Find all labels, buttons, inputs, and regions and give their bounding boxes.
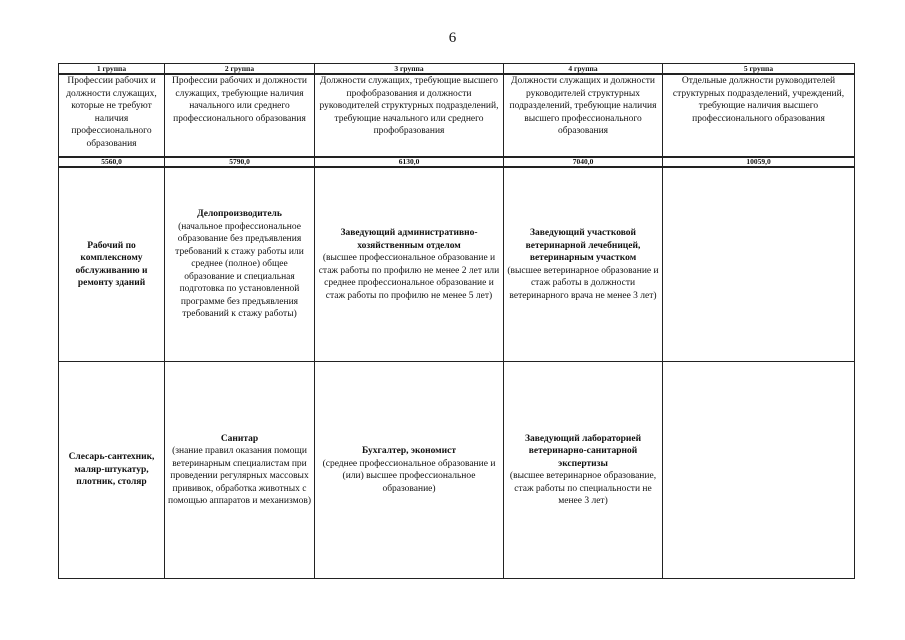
- page-number: 6: [448, 30, 457, 46]
- position-title: Делопроизводитель: [197, 209, 282, 220]
- empty-cell: [663, 362, 855, 579]
- position-title: Заведующий участковой ветеринарной лечебницей, ветеринарным участком: [525, 228, 641, 264]
- group-4-description: Должности служащих и должности руководителей структурных подразделений, требующие наличия высшего профессионального образования: [504, 74, 663, 157]
- position-cell: [59, 362, 165, 579]
- group-5-salary: 10059,0: [663, 157, 855, 167]
- position-cell: [165, 362, 315, 579]
- position-cell: [504, 362, 663, 579]
- position-title: Санитар: [220, 433, 259, 444]
- group-description-row: [59, 74, 855, 157]
- group-1-header: 1 группа: [59, 64, 165, 75]
- position-row-2: [59, 362, 855, 579]
- group-1-description: Профессии рабочих и должности служащих, которые не требуют наличия профессионального образования: [59, 74, 165, 157]
- position-title: Заведующий лабораторией ветеринарно-санитарной экспертизы: [524, 433, 642, 469]
- position-requirements: (высшее ветеринарное образование и стаж работы в должности ветеринарного врача не менее 3 лет): [507, 265, 659, 301]
- position-title: Рабочий по комплексному обслуживанию и ремонту зданий: [75, 240, 148, 289]
- empty-cell: [663, 167, 855, 362]
- position-title: Заведующий административно-хозяйственным отделом: [340, 228, 478, 251]
- group-5-description: Отдельные должности руководителей структурных подразделений, учреждений, требующие наличия высшего профессионального образования: [663, 74, 855, 157]
- position-title: Бухгалтер, экономист: [361, 446, 456, 457]
- position-cell: [315, 167, 504, 362]
- group-1-salary: 5560,0: [59, 157, 165, 167]
- position-row-1: [59, 167, 855, 362]
- group-header-row: [59, 64, 855, 75]
- position-cell: [165, 167, 315, 362]
- group-4-salary: 7040,0: [504, 157, 663, 167]
- group-3-header: 3 группа: [315, 64, 504, 75]
- position-requirements: (знание правил оказания помощи ветеринарным специалистам при проведении регулярных массовых прививок, обработка животных с помощью аппаратов и механизмов): [168, 446, 311, 507]
- position-cell: [59, 167, 165, 362]
- position-requirements: (начальное профессиональное образование без предъявления требований к стажу работы или среднее (полное) общее образование и специальная подготовка по установленной программе без предъявления требований к стажу работы): [175, 221, 304, 320]
- group-5-header: 5 группа: [663, 64, 855, 75]
- salary-row: [59, 157, 855, 167]
- position-cell: [504, 167, 663, 362]
- group-2-header: 2 группа: [165, 64, 315, 75]
- group-3-salary: 6130,0: [315, 157, 504, 167]
- salary-groups-table: [58, 63, 855, 579]
- group-4-header: 4 группа: [504, 64, 663, 75]
- position-requirements: (среднее профессиональное образование и (или) высшее профессиональное образование): [322, 458, 496, 494]
- position-cell: [315, 362, 504, 579]
- position-requirements: (высшее профессиональное образование и стаж работы по профилю не менее 2 лет или среднее профессиональное образование и стаж работы по профилю не менее 5 лет): [318, 253, 500, 301]
- group-2-salary: 5790,0: [165, 157, 315, 167]
- group-3-description: Должности служащих, требующие высшего профобразования и должности руководителей структурных подразделений, требующие начального или среднего профобразования: [315, 74, 504, 157]
- group-2-description: Профессии рабочих и должности служащих, требующие наличия начального или среднего профессионального образования: [165, 74, 315, 157]
- position-requirements: (высшее ветеринарное образование, стаж работы по специальности не менее 3 лет): [509, 471, 657, 507]
- position-title: Слесарь-сантехник, маляр-штукатур, плотник, столяр: [68, 452, 155, 488]
